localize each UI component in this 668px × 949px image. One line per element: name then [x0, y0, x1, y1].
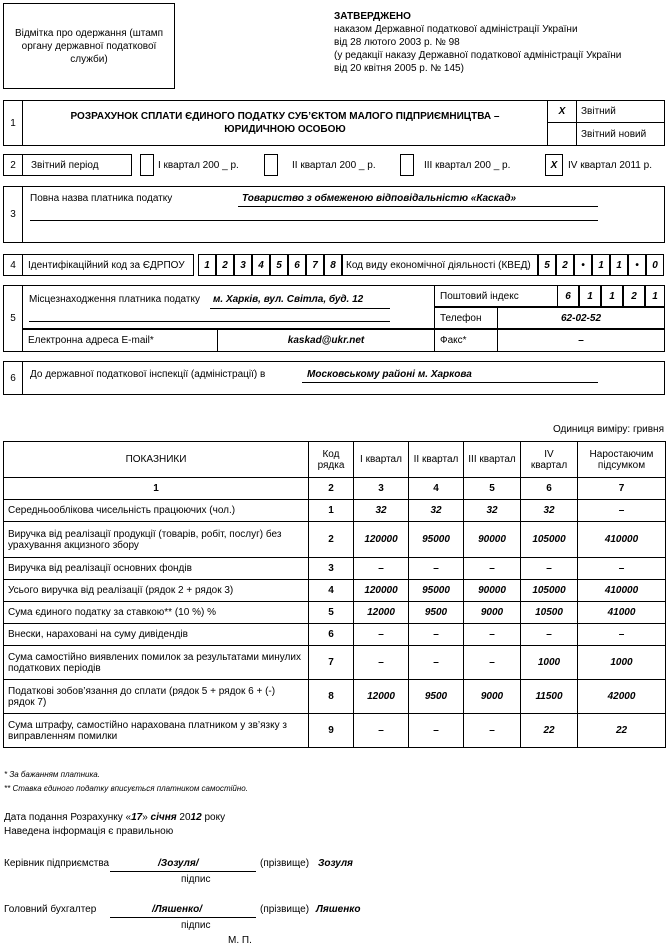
row-value[interactable]: 90000	[464, 522, 521, 558]
row-code: 2	[309, 522, 354, 558]
kved-digit: 5	[538, 254, 556, 276]
email-value[interactable]: kaskad@ukr.net	[217, 329, 435, 352]
row-value[interactable]: –	[409, 714, 464, 748]
head-signature[interactable]: /Зозуля/	[158, 858, 199, 869]
row-code: 9	[309, 714, 354, 748]
row-value[interactable]: 9000	[464, 680, 521, 714]
edrpou-digit: 1	[198, 254, 216, 276]
reporting-new-checkbox[interactable]	[547, 122, 577, 146]
address-value[interactable]: м. Харків, вул. Світла, буд. 12	[213, 294, 364, 305]
payer-name-underline2	[30, 220, 598, 221]
stamp-box	[3, 3, 175, 89]
row-value[interactable]: 95000	[409, 580, 464, 602]
footnote-1: * За бажанням платника.	[4, 770, 100, 779]
reporting-period-label: Звітний період	[22, 154, 132, 176]
row-code: 3	[309, 558, 354, 580]
date-day[interactable]: 17	[131, 812, 143, 823]
row-value[interactable]: 9000	[464, 602, 521, 624]
head-sign-line	[110, 871, 256, 872]
accountant-signature[interactable]: /Ляшенко/	[152, 904, 202, 915]
table-row	[4, 646, 666, 680]
head-surname-label: (прізвище)	[260, 858, 310, 869]
row-value[interactable]: 410000	[578, 580, 666, 602]
row1-num: 1	[3, 100, 23, 146]
kved-digit: •	[574, 254, 592, 276]
edrpou-digit: 3	[234, 254, 252, 276]
row-value[interactable]: –	[354, 558, 409, 580]
row-value[interactable]: 11500	[521, 680, 578, 714]
date-year[interactable]: 12	[190, 812, 202, 823]
row-value[interactable]: –	[521, 624, 578, 646]
phone-label: Телефон	[434, 307, 498, 329]
address-label: Місцезнаходження платника податку	[29, 294, 200, 305]
head-surname[interactable]: Зозуля	[318, 858, 353, 869]
q4-label: IV квартал 2011 р.	[568, 159, 652, 171]
table-row	[4, 500, 666, 522]
approval-block	[334, 10, 664, 75]
row-value[interactable]: –	[464, 714, 521, 748]
q3-checkbox[interactable]	[400, 154, 414, 176]
kved-digit: 0	[646, 254, 664, 276]
tax-inspection-value[interactable]: Московському районі м. Харкова	[307, 369, 472, 380]
row-value[interactable]: 32	[409, 500, 464, 522]
date-year-pre: 20	[179, 812, 191, 823]
table-row	[4, 680, 666, 714]
q2-checkbox[interactable]	[264, 154, 278, 176]
q2-label: II квартал 200 _ р.	[292, 159, 376, 171]
row-value[interactable]: –	[464, 624, 521, 646]
stamp-place: М. П.	[228, 935, 252, 946]
postal-code[interactable]	[557, 285, 665, 307]
q3-label: III квартал 200 _ р.	[424, 159, 511, 171]
edrpou-digit: 6	[288, 254, 306, 276]
col-num: 7	[578, 478, 666, 500]
row-value[interactable]: 120000	[354, 522, 409, 558]
row4-num: 4	[3, 254, 23, 276]
row-label: Виручка від реалізації продукції (товарів, робіт, послуг) без урахування акцизного збору	[4, 522, 309, 558]
postal-digit: 2	[623, 285, 645, 307]
row-label: Сума штрафу, самостійно нарахована платником у зв’язку з виправленням помилки	[4, 714, 309, 748]
col-header: ПОКАЗНИКИ	[4, 442, 309, 478]
row-label: Податкові зобов’язання до сплати (рядок 5 + рядок 6 + (-) рядок 7)	[4, 680, 309, 714]
row-value[interactable]: 95000	[409, 522, 464, 558]
row-value[interactable]: –	[354, 646, 409, 680]
reporting-new-label: Звітний новий	[576, 122, 665, 146]
address-underline2	[29, 321, 390, 322]
table-row	[4, 714, 666, 748]
head-label: Керівник підприємства	[4, 858, 110, 869]
phone-value[interactable]: 62-02-52	[497, 307, 665, 329]
table-row	[4, 602, 666, 624]
row-value[interactable]: 90000	[464, 580, 521, 602]
row-value[interactable]: –	[464, 646, 521, 680]
row-label: Усього виручка від реалізації (рядок 2 + рядок 3)	[4, 580, 309, 602]
row-label: Внески, нараховані на суму дивідендів	[4, 624, 309, 646]
head-sign-caption: підпис	[181, 874, 211, 885]
accountant-label: Головний бухгалтер	[4, 904, 97, 915]
date-suffix: року	[204, 812, 226, 823]
kved-label: Код виду економічної діяльності (КВЕД)	[342, 254, 538, 276]
row-value[interactable]: 105000	[521, 522, 578, 558]
postal-label: Поштовий індекс	[434, 285, 558, 307]
date-prefix: Дата подання Розрахунку «	[4, 812, 132, 823]
table-row	[4, 580, 666, 602]
col-header: I квартал	[354, 442, 409, 478]
q1-label: I квартал 200 _ р.	[158, 159, 239, 171]
kved-digit: •	[628, 254, 646, 276]
tax-inspection-label: До державної податкової інспекції (адміністрації) в	[30, 369, 266, 380]
row2-num: 2	[3, 154, 23, 176]
row-value[interactable]: 120000	[354, 580, 409, 602]
edrpou-label: Ідентифікаційний код за ЄДРПОУ	[22, 254, 194, 276]
row-code: 5	[309, 602, 354, 624]
row-code: 6	[309, 624, 354, 646]
postal-digit: 1	[601, 285, 623, 307]
col-header: II квартал	[409, 442, 464, 478]
edrpou-code[interactable]	[198, 254, 342, 276]
row-value[interactable]: –	[578, 624, 666, 646]
col-num: 1	[4, 478, 309, 500]
kved-digit: 1	[592, 254, 610, 276]
approval-line3: (у редакції наказу Державної податкової адміністрації України	[334, 50, 622, 61]
col-header: III квартал	[464, 442, 521, 478]
stamp-box-text: Відмітка про одержання (штамп органу державної податкової служби)	[14, 27, 164, 65]
payer-name-label: Повна назва платника податку	[30, 193, 173, 204]
row3-num: 3	[3, 186, 23, 243]
payer-name-value[interactable]: Товариство з обмеженою відповідальністю «Каскад»	[242, 193, 517, 204]
row-label: Сума єдиного податку за ставкою** (10 %) %	[4, 602, 309, 624]
postal-digit: 1	[645, 285, 665, 307]
table-header-row	[4, 442, 666, 478]
accountant-surname[interactable]: Ляшенко	[316, 904, 361, 915]
row-value[interactable]: 12000	[354, 680, 409, 714]
row-value[interactable]: 42000	[578, 680, 666, 714]
row-label: Виручка від реалізації основних фондів	[4, 558, 309, 580]
col-header: Код рядка	[309, 442, 354, 478]
address-box	[22, 285, 435, 329]
row-value[interactable]: 22	[578, 714, 666, 748]
unit-label: Одиниця виміру: гривня	[552, 424, 664, 435]
row-value[interactable]: 9500	[409, 680, 464, 714]
submission-date	[4, 812, 225, 823]
row-label: Середньооблікова чисельність працюючих (чол.)	[4, 500, 309, 522]
reporting-checkbox[interactable]: X	[547, 100, 577, 123]
form-title-line1: РОЗРАХУНОК СПЛАТИ ЄДИНОГО ПОДАТКУ СУБ’ЄКТОМ МАЛОГО ПІДПРИЄМНИЦТВА –	[70, 111, 500, 122]
edrpou-digit: 2	[216, 254, 234, 276]
row5-num: 5	[3, 285, 23, 352]
row-value[interactable]: 1000	[578, 646, 666, 680]
col-num: 3	[354, 478, 409, 500]
address-underline	[210, 308, 390, 309]
date-month[interactable]: січня	[150, 812, 177, 823]
row-label: Сума самостійно виявлених помилок за результатами минулих податкових періодів	[4, 646, 309, 680]
row-code: 1	[309, 500, 354, 522]
row-value[interactable]: 22	[521, 714, 578, 748]
accountant-sign-caption: підпис	[181, 920, 211, 931]
row6-num: 6	[3, 361, 23, 395]
fax-label: Факс*	[434, 329, 498, 352]
col-num: 2	[309, 478, 354, 500]
q1-checkbox[interactable]	[140, 154, 154, 176]
row-code: 7	[309, 646, 354, 680]
col-num: 6	[521, 478, 578, 500]
row-value[interactable]: 32	[521, 500, 578, 522]
row-value[interactable]: –	[521, 558, 578, 580]
table-body	[4, 500, 666, 748]
row-code: 8	[309, 680, 354, 714]
row-value[interactable]: 12000	[354, 602, 409, 624]
row-value[interactable]: 9500	[409, 602, 464, 624]
email-label: Електронна адреса E-mail*	[22, 329, 218, 352]
col-header: Наростаючим підсумком	[578, 442, 666, 478]
q4-checkbox[interactable]: X	[545, 154, 563, 176]
form-title	[22, 100, 548, 146]
col-num: 4	[409, 478, 464, 500]
approval-line2: від 28 лютого 2003 р. № 98	[334, 37, 460, 48]
row-value[interactable]: 105000	[521, 580, 578, 602]
payer-name-underline	[238, 206, 598, 207]
info-correct: Наведена інформація є правильною	[4, 826, 174, 837]
postal-digit: 6	[557, 285, 579, 307]
tax-inspection-underline	[302, 382, 598, 383]
row-value[interactable]: 32	[354, 500, 409, 522]
col-num: 5	[464, 478, 521, 500]
accountant-surname-label: (прізвище)	[260, 904, 310, 915]
row-value[interactable]: –	[409, 646, 464, 680]
approval-line4: від 20 квітня 2005 р. № 145)	[334, 63, 464, 74]
form-title-line2: ЮРИДИЧНОЮ ОСОБОЮ	[224, 124, 346, 135]
kved-code[interactable]	[538, 254, 664, 276]
row-code: 4	[309, 580, 354, 602]
row-value[interactable]: –	[354, 714, 409, 748]
postal-digit: 1	[579, 285, 601, 307]
edrpou-digit: 7	[306, 254, 324, 276]
approval-line1: наказом Державної податкової адміністрації України	[334, 24, 578, 35]
table-header-nums	[4, 478, 666, 500]
edrpou-digit: 8	[324, 254, 342, 276]
row-value[interactable]: –	[409, 624, 464, 646]
row-value[interactable]: 410000	[578, 522, 666, 558]
row-value[interactable]: –	[464, 558, 521, 580]
edrpou-digit: 5	[270, 254, 288, 276]
col-header: IV квартал	[521, 442, 578, 478]
date-mid: »	[142, 812, 148, 823]
row-value[interactable]: –	[578, 500, 666, 522]
kved-digit: 2	[556, 254, 574, 276]
approval-title: ЗАТВЕРДЖЕНО	[334, 11, 411, 22]
accountant-sign-line	[110, 917, 256, 918]
kved-digit: 1	[610, 254, 628, 276]
row-value[interactable]: 1000	[521, 646, 578, 680]
row-value[interactable]: 41000	[578, 602, 666, 624]
row-value[interactable]: –	[354, 624, 409, 646]
reporting-label: Звітний	[576, 100, 665, 123]
row-value[interactable]: 32	[464, 500, 521, 522]
fax-value[interactable]: –	[497, 329, 665, 352]
indicators-table	[3, 441, 666, 748]
footnote-2: ** Ставка єдиного податку вписується платником самостійно.	[4, 784, 248, 793]
edrpou-digit: 4	[252, 254, 270, 276]
row-value[interactable]: –	[409, 558, 464, 580]
table-row	[4, 558, 666, 580]
table-row	[4, 624, 666, 646]
table-row	[4, 522, 666, 558]
row-value[interactable]: –	[578, 558, 666, 580]
row-value[interactable]: 10500	[521, 602, 578, 624]
